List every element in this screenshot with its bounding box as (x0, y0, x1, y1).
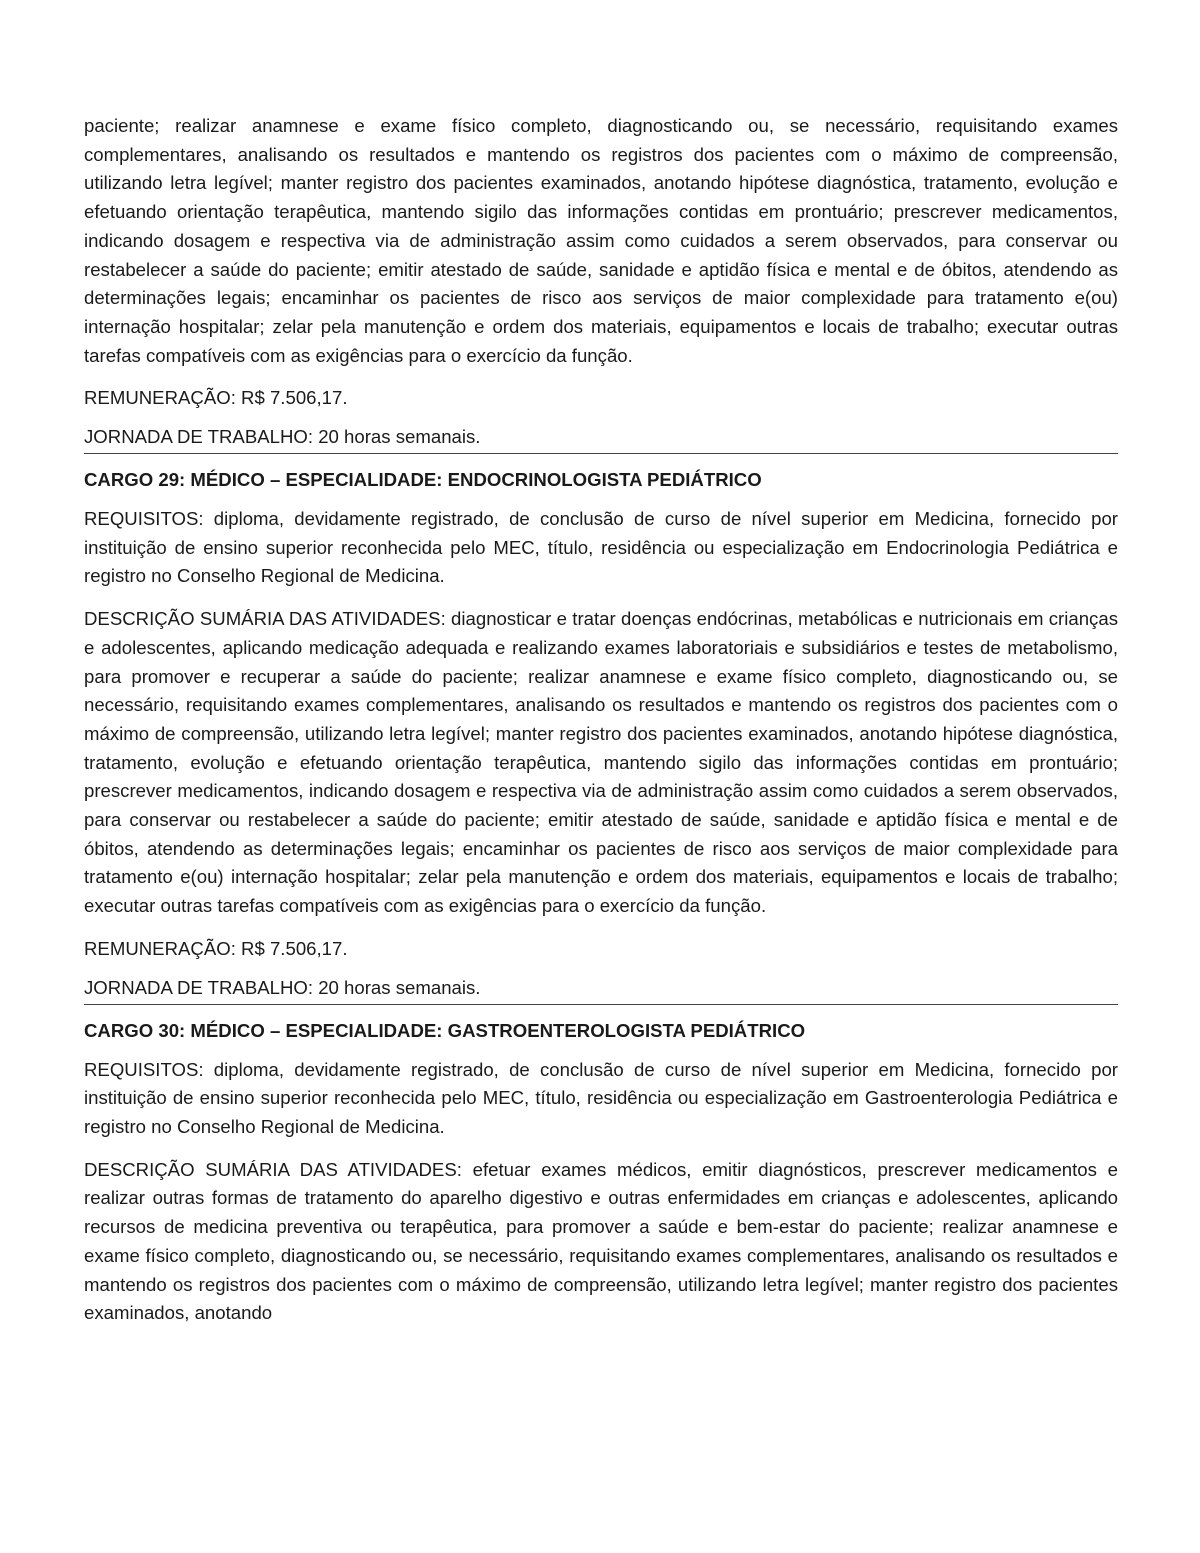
document-page (84, 112, 1118, 1342)
cargo29-title: CARGO 29: MÉDICO – ESPECIALIDADE: ENDOCRINOLOGISTA PEDIÁTRICO (84, 469, 762, 491)
intro-hours: JORNADA DE TRABALHO: 20 horas semanais. (84, 426, 481, 448)
section-divider (84, 1004, 1118, 1005)
cargo30-title: CARGO 30: MÉDICO – ESPECIALIDADE: GASTROENTEROLOGISTA PEDIÁTRICO (84, 1019, 806, 1041)
cargo29-remuneration: REMUNERAÇÃO: R$ 7.506,17. (84, 937, 348, 959)
cargo30-requirements: REQUISITOS: diploma, devidamente registrado, de conclusão de curso de nível superior em Medicina, fornecido por instituição de ensino superior reconhecida pelo MEC, título, residência ou especialização em Gastroenterologia Pediátrica e registro no Conselho Regional de Medicina. (84, 1058, 1118, 1137)
cargo29-hours: JORNADA DE TRABALHO: 20 horas semanais. (84, 976, 481, 998)
section-divider (84, 453, 1118, 454)
intro-description: paciente; realizar anamnese e exame físico completo, diagnosticando ou, se necessário, requisitando exames complementares, analisando os resultados e mantendo os registros dos pacientes com o máximo de compreensão, utilizando letra legível; manter registro dos pacientes examinados, anotando hipótese diagnóstica, tratamento, evolução e efetuando orientação terapêutica, mantendo sigilo das informações contidas em prontuário; prescrever medicamentos, indicando dosagem e respectiva via de administração assim como cuidados a serem observados, para conservar ou restabelecer a saúde do paciente; emitir atestado de saúde, sanidade e aptidão física e mental e de óbitos, atendendo as determinações legais; encaminhar os pacientes de risco aos serviços de maior complexidade para tratamento e(ou) internação hospitalar; zelar pela manutenção e ordem dos materiais, equipamentos e locais de trabalho; executar outras tarefas compatíveis com as exigências para o exercício da função. (84, 115, 1118, 366)
cargo29-requirements: REQUISITOS: diploma, devidamente registrado, de conclusão de curso de nível superior em Medicina, fornecido por instituição de ensino superior reconhecida pelo MEC, título, residência ou especialização em Endocrinologia Pediátrica e registro no Conselho Regional de Medicina. (84, 508, 1118, 587)
cargo29-description: DESCRIÇÃO SUMÁRIA DAS ATIVIDADES: diagnosticar e tratar doenças endócrinas, metabólicas e nutricionais em crianças e adolescentes, aplicando medicação adequada e realizando exames laboratoriais e subsidiários e testes de metabolismo, para promover e recuperar a saúde do paciente; realizar anamnese e exame físico completo, diagnosticando ou, se necessário, requisitando exames complementares, analisando os resultados e mantendo os registros dos pacientes com o máximo de compreensão, utilizando letra legível; manter registro dos pacientes examinados, anotando hipótese diagnóstica, tratamento, evolução e efetuando orientação terapêutica, mantendo sigilo das informações contidas em prontuário; prescrever medicamentos, indicando dosagem e respectiva via de administração assim como cuidados a serem observados, para conservar ou restabelecer a saúde do paciente; emitir atestado de saúde, sanidade e aptidão física e mental e de óbitos, atendendo as determinações legais; encaminhar os pacientes de risco aos serviços de maior complexidade para tratamento e(ou) internação hospitalar; zelar pela manutenção e ordem dos materiais, equipamentos e locais de trabalho; executar outras tarefas compatíveis com as exigências para o exercício da função. (84, 608, 1118, 917)
intro-remuneration: REMUNERAÇÃO: R$ 7.506,17. (84, 387, 348, 409)
cargo30-description: DESCRIÇÃO SUMÁRIA DAS ATIVIDADES: efetuar exames médicos, emitir diagnósticos, prescrever medicamentos e realizar outras formas de tratamento do aparelho digestivo e outras enfermidades em crianças e adolescentes, aplicando recursos de medicina preventiva ou terapêutica, para promover a saúde e bem-estar do paciente; realizar anamnese e exame físico completo, diagnosticando ou, se necessário, requisitando exames complementares, analisando os resultados e mantendo os registros dos pacientes com o máximo de compreensão, utilizando letra legível; manter registro dos pacientes examinados, anotando (84, 1158, 1118, 1324)
